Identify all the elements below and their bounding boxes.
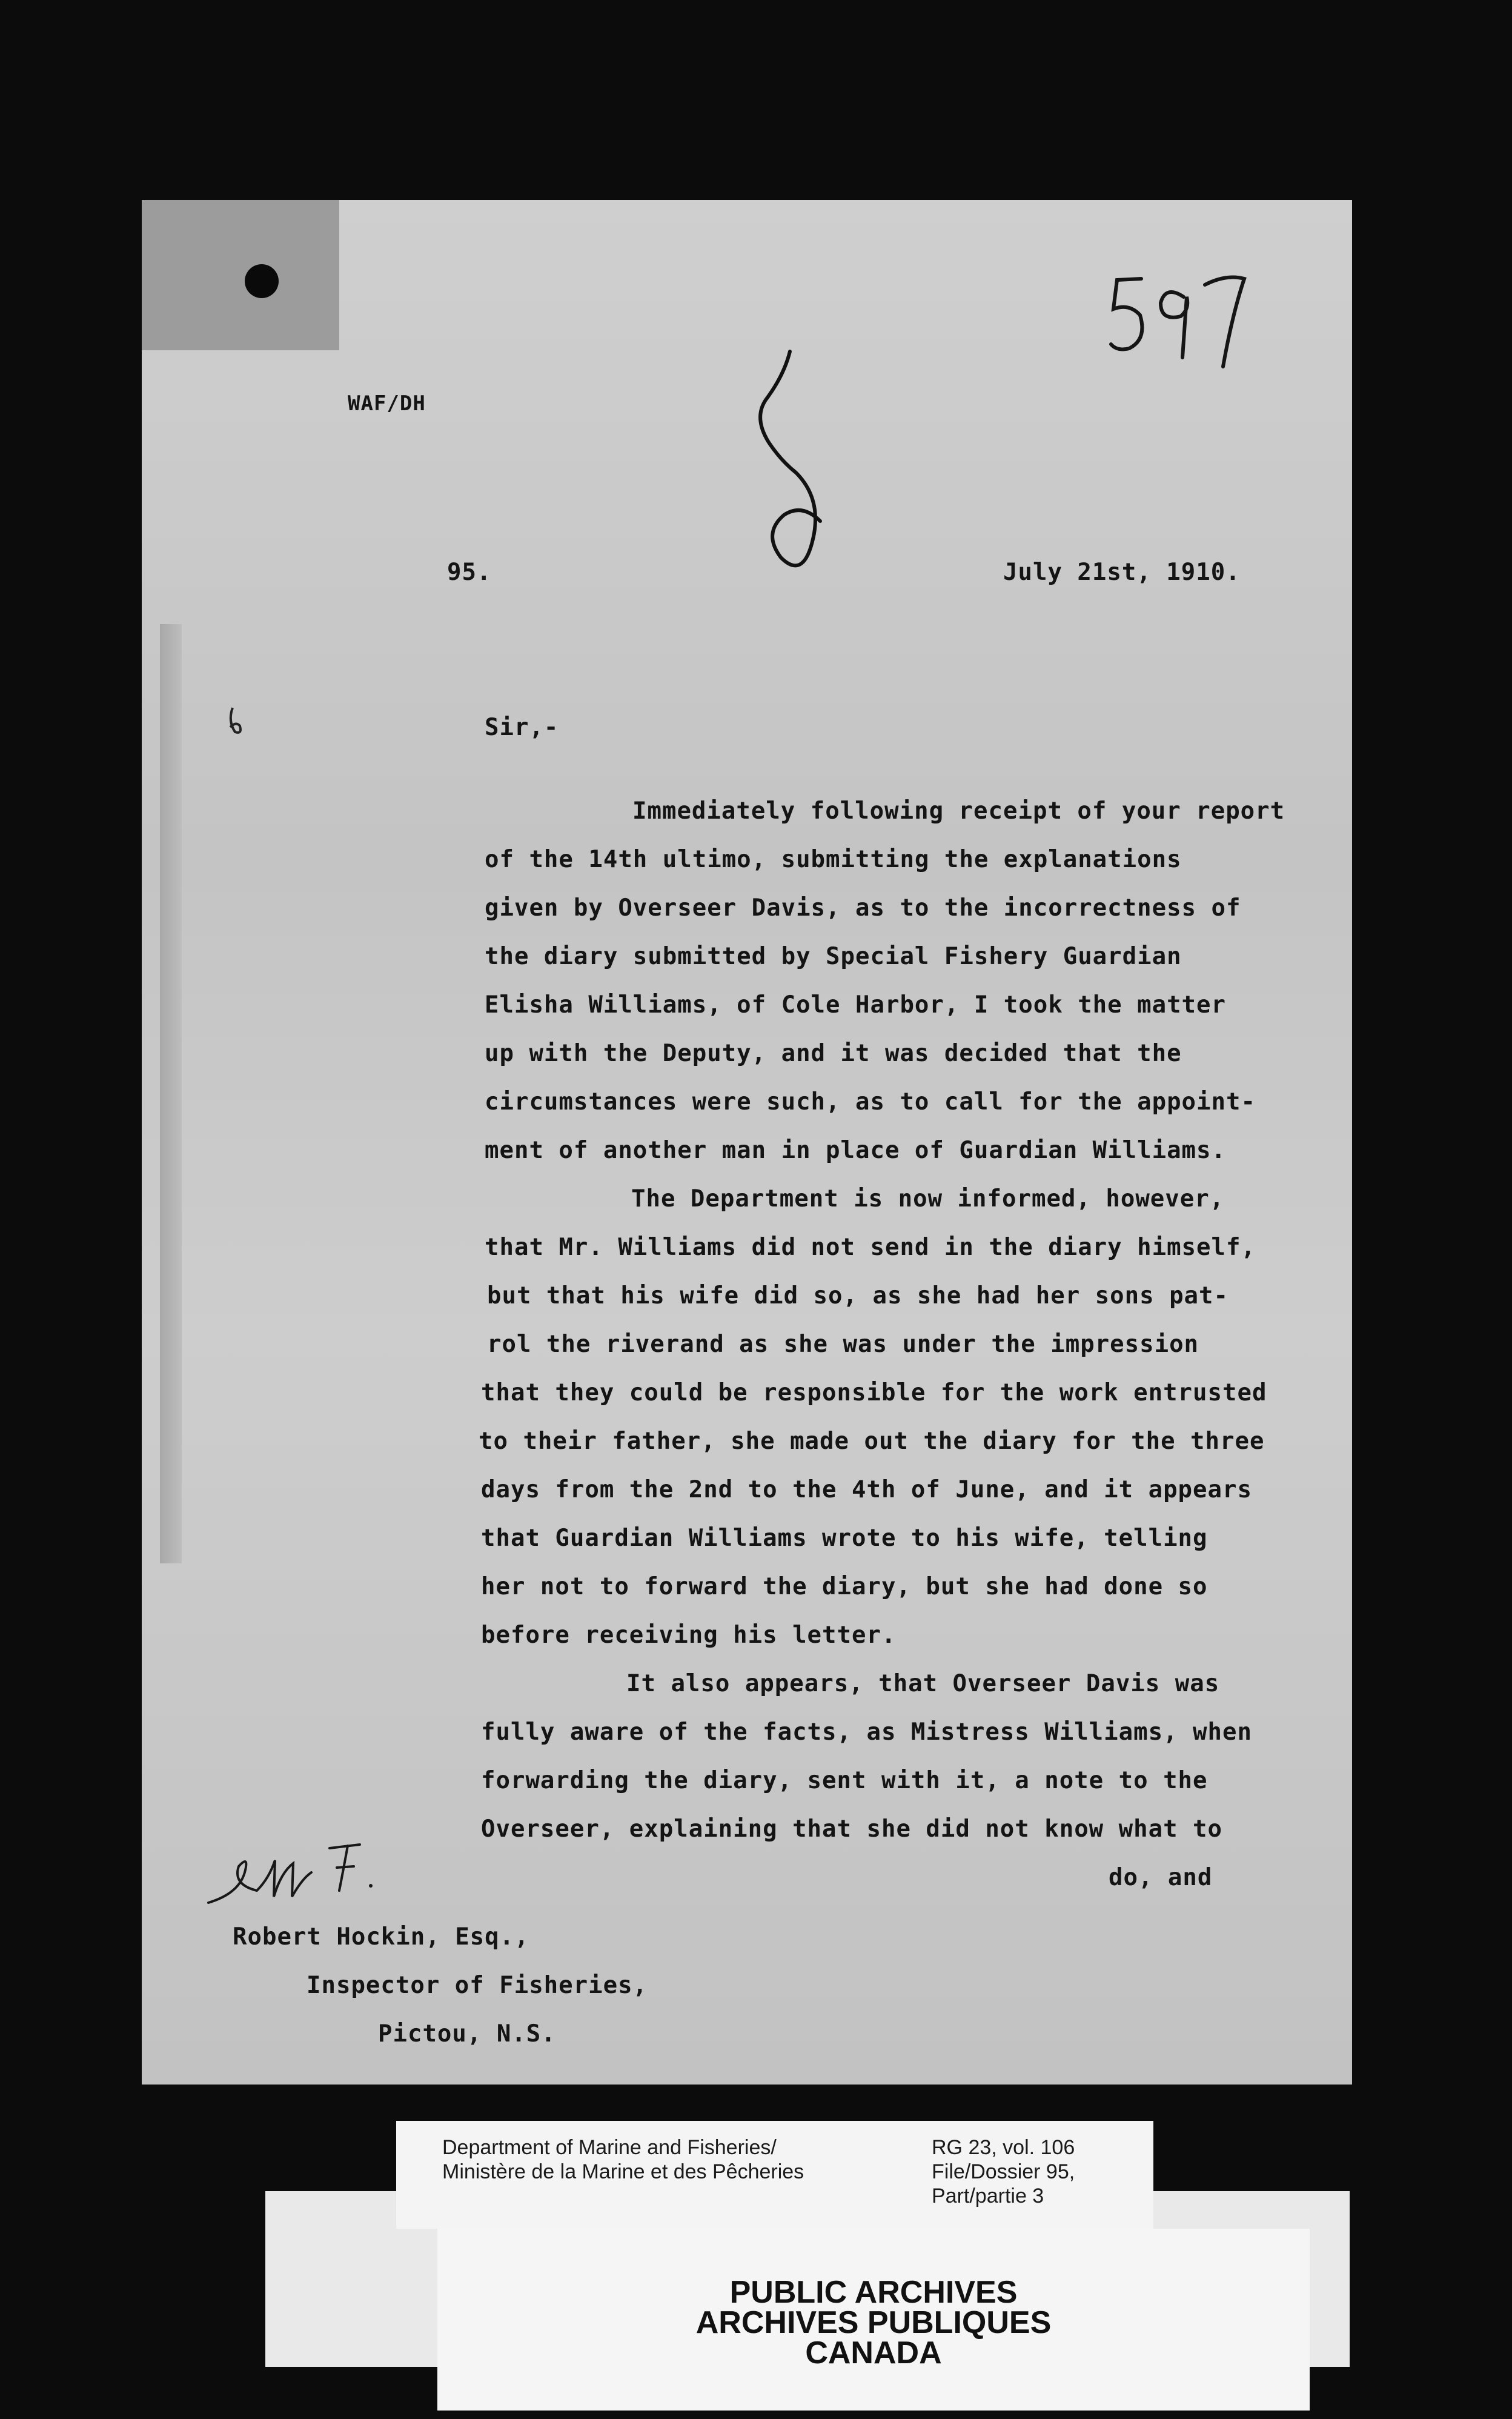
archive-stamp xyxy=(437,2229,1310,2411)
body-line: up with the Deputy, and it was decided that the xyxy=(485,1040,1182,1067)
stamp-line-3: CANADA xyxy=(805,2335,942,2371)
initials-reference: WAF/DH xyxy=(348,391,426,416)
addressee-location: Pictou, N.S. xyxy=(378,2020,556,2048)
body-line: circumstances were such, as to call for the appoint- xyxy=(485,1088,1256,1116)
handwritten-mark xyxy=(748,339,869,594)
body-line: ment of another man in place of Guardian Williams. xyxy=(485,1137,1226,1164)
binding-strip xyxy=(160,624,182,1563)
body-line: of the 14th ultimo, submitting the explanations xyxy=(485,846,1182,873)
punch-hole xyxy=(245,264,279,298)
body-line: given by Overseer Davis, as to the incorrectness of xyxy=(485,894,1241,922)
caption-department-fr: Ministère de la Marine et des Pêcheries xyxy=(442,2160,804,2183)
archive-caption xyxy=(396,2121,1153,2229)
corner-tab xyxy=(142,200,339,350)
body-line: Overseer, explaining that she did not know what to xyxy=(481,1815,1222,1843)
margin-tick xyxy=(224,703,248,739)
body-line: It also appears, that Overseer Davis was xyxy=(626,1670,1220,1697)
stamp-line-1: PUBLIC ARCHIVES xyxy=(729,2275,1018,2310)
caption-part: Part/partie 3 xyxy=(932,2184,1044,2208)
body-line: days from the 2nd to the 4th of June, and it appears xyxy=(481,1476,1252,1503)
salutation: Sir,- xyxy=(485,714,559,741)
body-line: her not to forward the diary, but she had done so xyxy=(481,1573,1208,1600)
handwritten-page-number xyxy=(1105,261,1275,370)
addressee-title: Inspector of Fisheries, xyxy=(307,1972,648,1999)
letter-page xyxy=(142,200,1352,2085)
stamp-line-2: ARCHIVES PUBLIQUES xyxy=(695,2305,1052,2340)
continuation-words: do, and xyxy=(1109,1864,1213,1891)
body-line: that Guardian Williams wrote to his wife, telling xyxy=(481,1525,1208,1552)
body-line: Elisha Williams, of Cole Harbor, I took the matter xyxy=(485,991,1226,1019)
body-line: Immediately following receipt of your report xyxy=(632,797,1285,825)
body-line: rol the riverand as she was under the impression xyxy=(487,1331,1199,1358)
body-line: The Department is now informed, however, xyxy=(631,1185,1225,1213)
body-line: fully aware of the facts, as Mistress Williams, when xyxy=(481,1719,1252,1746)
letter-date: July 21st, 1910. xyxy=(1003,559,1241,586)
body-line: that they could be responsible for the work entrusted xyxy=(481,1379,1267,1406)
body-line: before receiving his letter. xyxy=(481,1622,897,1649)
caption-file: File/Dossier 95, xyxy=(932,2160,1075,2183)
body-line: forwarding the diary, sent with it, a note to the xyxy=(481,1767,1208,1794)
addressee-name: Robert Hockin, Esq., xyxy=(233,1923,529,1951)
body-line: the diary submitted by Special Fishery Guardian xyxy=(485,943,1182,970)
file-number: 95. xyxy=(447,559,492,586)
caption-rg: RG 23, vol. 106 xyxy=(932,2136,1075,2159)
body-line: to their father, she made out the diary for the three xyxy=(479,1428,1265,1455)
caption-department-en: Department of Marine and Fisheries/ xyxy=(442,2136,777,2159)
signature-initials xyxy=(202,1836,384,1921)
body-line: but that his wife did so, as she had her sons pat- xyxy=(487,1282,1228,1309)
body-line: that Mr. Williams did not send in the diary himself, xyxy=(485,1234,1256,1261)
